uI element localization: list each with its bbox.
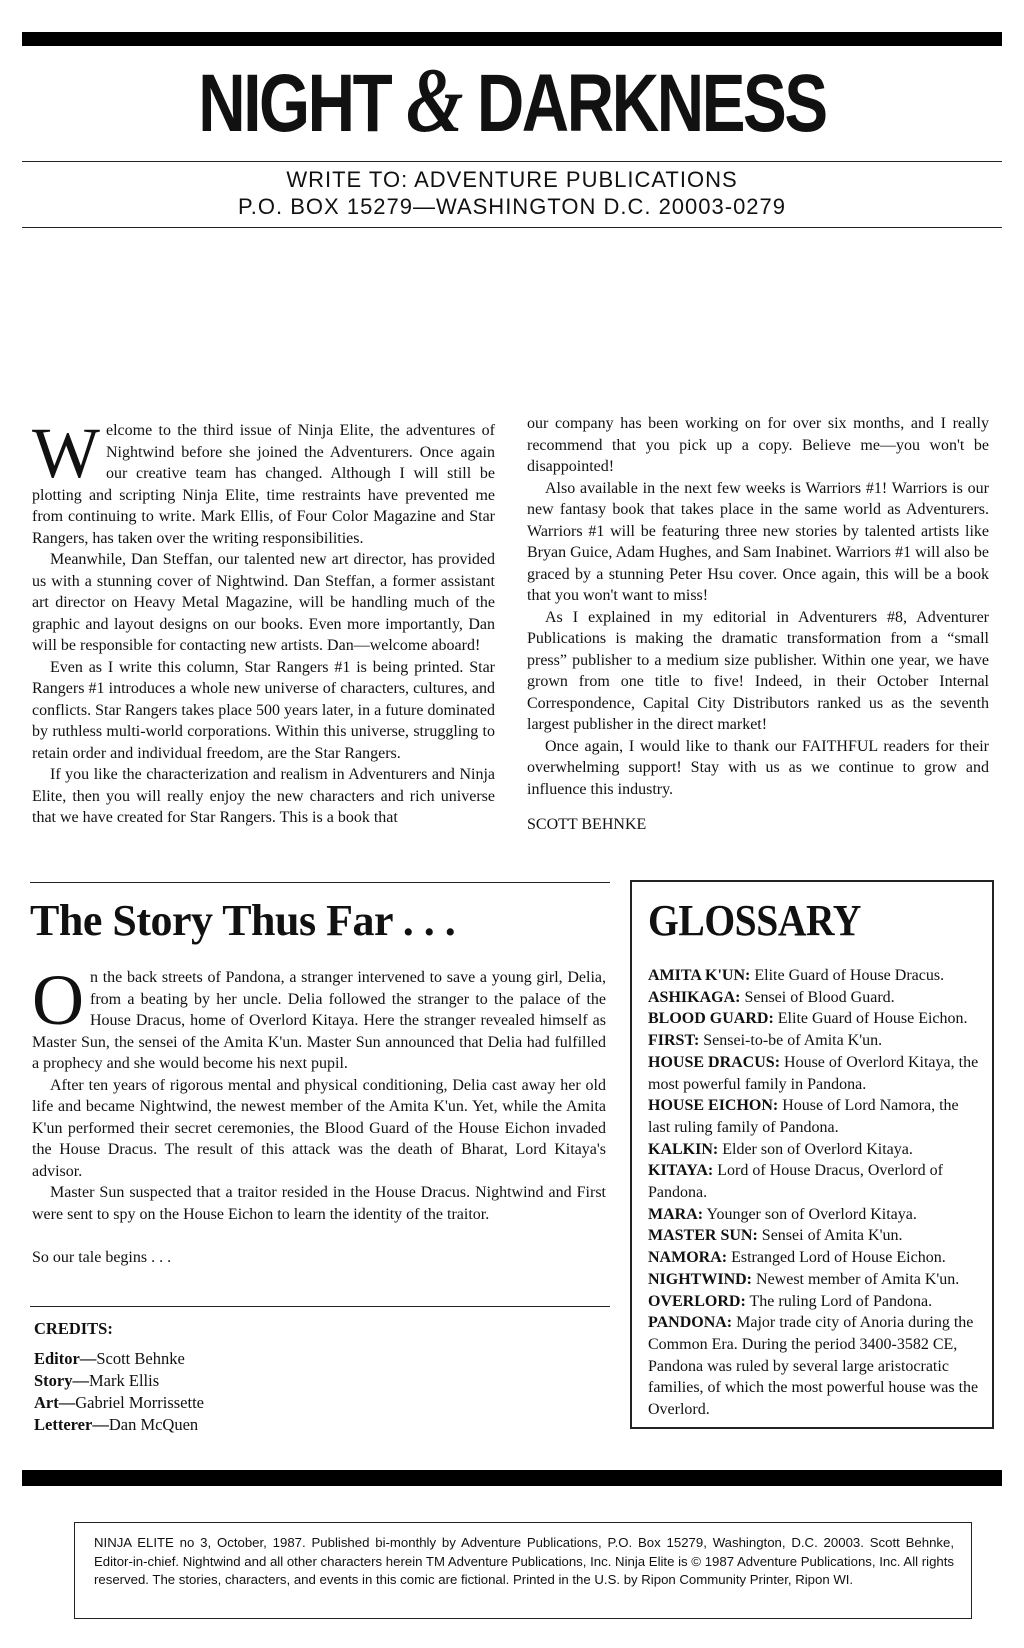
editorial-paragraph: Once again, I would like to thank our FAITHFUL readers for their overwhelming support! Stay with us as we continue to grow and influence this industry. (527, 737, 989, 798)
story-paragraph: Master Sun suspected that a traitor resided in the House Dracus. Nightwind and First were sent to spy on the House Eichon to learn the identity of the traitor. (32, 1184, 606, 1223)
glossary-list (648, 965, 983, 1421)
story-top-rule (30, 882, 610, 883)
credits-block (34, 1318, 204, 1436)
title-ampersand: & (406, 49, 461, 151)
editorial-paragraph (32, 413, 495, 549)
title-rule (22, 161, 1002, 162)
glossary-entry (648, 965, 983, 987)
credit-role: Letterer— (34, 1415, 109, 1434)
glossary-entry (648, 1204, 983, 1226)
glossary-def: Sensei of Amita K'un. (761, 1227, 903, 1245)
glossary-def: Sensei-to-be of Amita K'un. (703, 1032, 883, 1050)
editorial-paragraph: Also available in the next few weeks is Warriors #1! Warriors is our new fantasy book that takes place in the same world as Adventurers. Warriors #1 will be featuring three new stories by talented artists like Bryan Guice, Adam Hughes, and Sam Inabinet. Warriors #1 will also be graced by a stunning Peter Hsu cover. Once again, this will be a book that you won't want to miss! (527, 479, 989, 604)
credits-heading: CREDITS: (34, 1319, 113, 1338)
top-bar (22, 32, 1002, 46)
credit-role: Editor— (34, 1349, 97, 1368)
glossary-term: PANDONA: (648, 1314, 733, 1332)
glossary-def: House of Lord Namora, the last ruling family of Pandona. (648, 1097, 959, 1136)
glossary-term: HOUSE DRACUS: (648, 1053, 781, 1071)
glossary-def: Lord of House Dracus, Overlord of Pandona. (648, 1162, 943, 1202)
editorial-paragraph-text: elcome to the third issue of Ninja Elite, the adventures of Nightwind before she joined the Adventurers. Once again our creative team has changed. Although I will still be plotting and scripting Ninja Elite, time restraints have prevented me from continuing to write. Mark Ellis, of Four Color Magazine and Star Rangers, has taken over the writing responsibilities. (32, 422, 495, 547)
glossary-term: OVERLORD: (648, 1292, 746, 1310)
credit-role: Story— (34, 1371, 89, 1390)
glossary-entry (648, 1052, 983, 1095)
editorial-left-column (32, 413, 495, 829)
editorial-signature: SCOTT BEHNKE (527, 816, 647, 833)
title-part-1: NIGHT (198, 58, 391, 149)
glossary-term: FIRST: (648, 1032, 700, 1050)
glossary-term: HOUSE EICHON: (648, 1097, 779, 1115)
editorial-paragraph: Even as I write this column, Star Rangers #1 is being printed. Star Rangers #1 introduces a whole new universe of characters, cultures, and conflicts. Star Rangers takes place 500 years later, in a future dominated by ruthless multi-world corporations. Within this universe, struggling to retain order and individual freedom, are the Star Rangers. (32, 658, 495, 762)
credits-rule (30, 1306, 610, 1307)
story-paragraph: After ten years of rigorous mental and physical conditioning, Delia cast away her old life and became Nightwind, the newest member of the Amita K'un. Yet, while the Amita K'un performed their secret ceremonies, the Blood Guard of the House Eichon invaded the House Dracus. The result of this attack was the death of Bharat, Lord Kitaya's advisor. (32, 1076, 606, 1180)
editorial-paragraph: Meanwhile, Dan Steffan, our talented new art director, has provided us with a stunning cover of Nightwind. Dan Steffan, a former assistant art director on Heavy Metal Magazine, will be handling much of the graphic and layout designs on our books. Even more importantly, Dan will be responsible for contacting new artists. Dan—welcome aboard! (32, 551, 495, 654)
glossary-entry (648, 1247, 983, 1269)
title-part-2: DARKNESS (476, 58, 826, 149)
story-paragraph (32, 960, 606, 1075)
glossary-entry (648, 1312, 983, 1421)
glossary-heading: GLOSSARY (648, 896, 861, 945)
glossary-term: KITAYA: (648, 1162, 714, 1180)
glossary-entry (648, 1008, 983, 1030)
editorial-paragraph: As I explained in my editorial in Adventurers #8, Adventurer Publications is making the dramatic transformation from a “small press” publisher to a medium size publisher. Within one year, we have grown from one title to five! Indeed, in their October Internal Correspondence, Capital City Distributors ranked us as the seventh largest publisher in the direct market! (527, 608, 989, 733)
story-column (32, 960, 606, 1269)
address-rule (22, 227, 1002, 228)
glossary-term: MASTER SUN: (648, 1227, 758, 1245)
glossary-entry (648, 1269, 983, 1291)
glossary-term: MARA: (648, 1205, 704, 1223)
story-closing: So our tale begins . . . (32, 1249, 172, 1266)
glossary-term: AMITA K'UN: (648, 967, 751, 984)
glossary-term: KALKIN: (648, 1140, 719, 1158)
story-paragraph-text: n the back streets of Pandona, a stranger intervened to save a young girl, Delia, from a beating by her uncle. Delia followed the stranger to the palace of the House Dracus, home of Overlord Kitaya. Here the stranger revealed himself as Master Sun, the sensei of the Amita K'un. Master Sun announced that Delia had fulfilled a prophecy and she would become his next pupil. (32, 969, 606, 1072)
glossary-entry (648, 1139, 983, 1161)
editorial-paragraph: If you like the characterization and realism in Adventurers and Ninja Elite, then you will really enjoy the new characters and rich universe that we have created for Star Rangers. This is a book that (32, 766, 495, 826)
credit-line (34, 1392, 204, 1414)
glossary-entry (648, 1291, 983, 1313)
glossary-def: Estranged Lord of House Eichon. (731, 1249, 946, 1267)
glossary-term: BLOOD GUARD: (648, 1010, 774, 1028)
credit-name: Scott Behnke (96, 1349, 185, 1368)
glossary-def: Major trade city of Anoria during the Common Era. During the period 3400-3582 CE, Pandona was ruled by several large aristocratic families, of which the most powerful house was the Overlord. (648, 1314, 979, 1419)
glossary-def: Younger son of Overlord Kitaya. (706, 1205, 917, 1223)
glossary-term: NIGHTWIND: (648, 1270, 753, 1288)
glossary-def: House of Overlord Kitaya, the most powerful family in Pandona. (648, 1053, 979, 1093)
glossary-term: ASHIKAGA: (648, 988, 741, 1006)
publication-notice: NINJA ELITE no 3, October, 1987. Published bi-monthly by Adventure Publications, P.O. Box 15279, Washington, D.C. 20003. Scott Behnke, Editor-in-chief. Nightwind and all other characters herein TM Adventure Publications, Inc. Ninja Elite is © 1987 Adventure Publications, Inc. All rights reserved. The stories, characters, and events in this comic are fictional. Printed in the U.S. by Ripon Community Printer, Ripon WI. (94, 1535, 954, 1587)
glossary-entry (648, 987, 983, 1009)
editorial-paragraph: our company has been working on for over six months, and I really recommend that you pick up a copy. Believe me—you won't be disappointed! (527, 415, 989, 475)
editorial-right-column (527, 413, 989, 836)
glossary-def: Newest member of Amita K'un. (756, 1270, 960, 1288)
credit-line (34, 1414, 204, 1436)
glossary-def: Elite Guard of House Dracus. (754, 967, 945, 984)
credit-name: Gabriel Morrissette (75, 1393, 204, 1412)
glossary-entry (648, 1095, 983, 1138)
bottom-bar (22, 1470, 1002, 1486)
glossary-def: Elder son of Overlord Kitaya. (722, 1140, 913, 1158)
story-heading: The Story Thus Far . . . (30, 896, 456, 945)
story-dropcap: O (32, 960, 84, 1040)
credit-role: Art— (34, 1393, 76, 1412)
credit-name: Dan McQuen (108, 1415, 199, 1434)
glossary-def: Elite Guard of House Eichon. (777, 1010, 968, 1028)
credit-line (34, 1348, 204, 1370)
editorial-dropcap: W (32, 413, 100, 493)
page-title (102, 49, 921, 151)
address-line-1: WRITE TO: ADVENTURE PUBLICATIONS (286, 167, 738, 192)
glossary-entry (648, 1225, 983, 1247)
glossary-entry (648, 1030, 983, 1052)
glossary-entry (648, 1160, 983, 1203)
credit-name: Mark Ellis (89, 1371, 160, 1390)
glossary-def: Sensei of Blood Guard. (744, 988, 895, 1006)
address-line-2: P.O. BOX 15279—WASHINGTON D.C. 20003-0279 (237, 194, 787, 219)
glossary-term: NAMORA: (648, 1249, 728, 1267)
glossary-def: The ruling Lord of Pandona. (749, 1292, 933, 1310)
credit-line (34, 1370, 204, 1392)
